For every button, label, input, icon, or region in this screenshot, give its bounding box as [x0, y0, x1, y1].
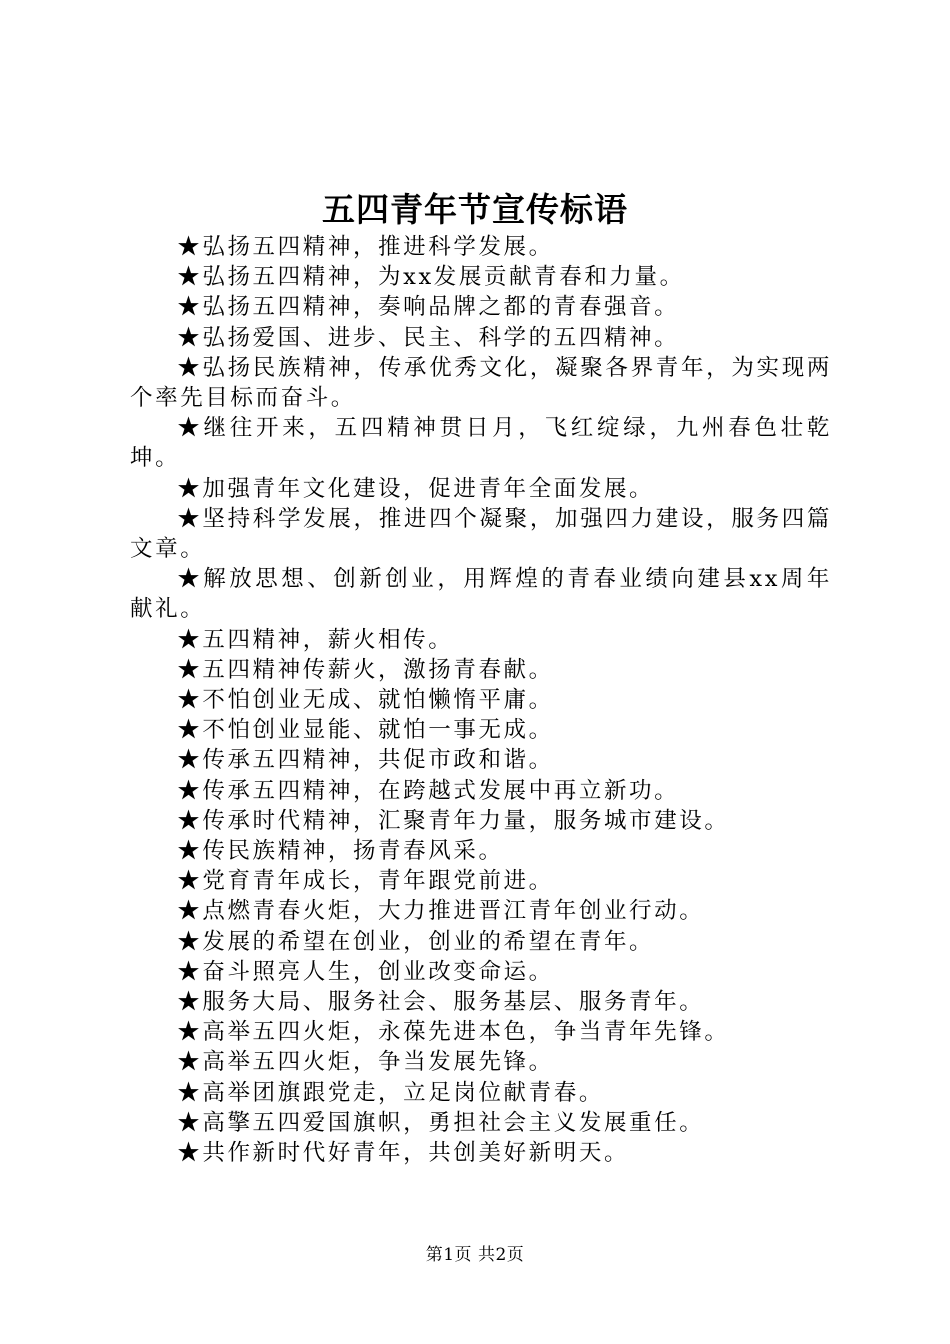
page-footer: 第1页 共2页: [425, 1245, 525, 1265]
list-item: ★高举团旗跟党走，立足岗位献青春。: [177, 1079, 604, 1106]
list-item: ★弘扬五四精神，奏响品牌之都的青春强音。: [177, 294, 680, 321]
list-item: ★党育青年成长，青年跟党前进。: [177, 868, 554, 895]
document-title: 五四青年节宣传标语: [322, 190, 628, 229]
list-item: ★奋斗照亮人生，创业改变命运。: [177, 958, 554, 985]
slogan-list: [130, 232, 832, 1168]
list-item: ★继往开来，五四精神贯日月，飞红绽绿，九州春色壮乾坤。: [130, 415, 832, 472]
list-item: ★传承五四精神，共促市政和谐。: [177, 747, 554, 774]
list-item: ★解放思想、创新创业，用辉煌的青春业绩向建县xx周年献礼。: [130, 566, 832, 623]
list-item: ★高举五四火炬，永葆先进本色，争当青年先锋。: [177, 1019, 730, 1046]
list-item: ★五四精神，薪火相传。: [177, 626, 454, 653]
list-item: ★弘扬民族精神，传承优秀文化，凝聚各界青年，为实现两个率先目标而奋斗。: [130, 354, 832, 412]
list-item: ★不怕创业无成、就怕懒惰平庸。: [177, 687, 554, 714]
list-item: ★五四精神传薪火，激扬青春献。: [177, 656, 554, 683]
list-item: ★弘扬五四精神，为xx发展贡献青春和力量。: [177, 264, 685, 291]
list-item: ★服务大局、服务社会、服务基层、服务青年。: [177, 989, 705, 1016]
list-item: ★弘扬爱国、进步、民主、科学的五四精神。: [177, 324, 680, 351]
list-item: ★传承时代精神，汇聚青年力量，服务城市建设。: [177, 807, 730, 834]
list-item: ★高擎五四爱国旗帜，勇担社会主义发展重任。: [177, 1109, 705, 1136]
list-item: ★传承五四精神，在跨越式发展中再立新功。: [177, 777, 680, 804]
list-item: ★发展的希望在创业，创业的希望在青年。: [177, 928, 655, 955]
list-item: ★点燃青春火炬，大力推进晋江青年创业行动。: [177, 898, 705, 925]
list-item: ★坚持科学发展，推进四个凝聚，加强四力建设，服务四篇文章。: [130, 505, 832, 563]
list-item: ★不怕创业显能、就怕一事无成。: [177, 717, 554, 744]
list-item: ★共作新时代好青年，共创美好新明天。: [177, 1140, 630, 1167]
list-item: ★高举五四火炬，争当发展先锋。: [177, 1049, 554, 1076]
list-item: ★加强青年文化建设，促进青年全面发展。: [177, 475, 655, 502]
list-item: ★弘扬五四精神，推进科学发展。: [177, 234, 554, 260]
list-item: ★传民族精神，扬青春风采。: [177, 838, 504, 865]
